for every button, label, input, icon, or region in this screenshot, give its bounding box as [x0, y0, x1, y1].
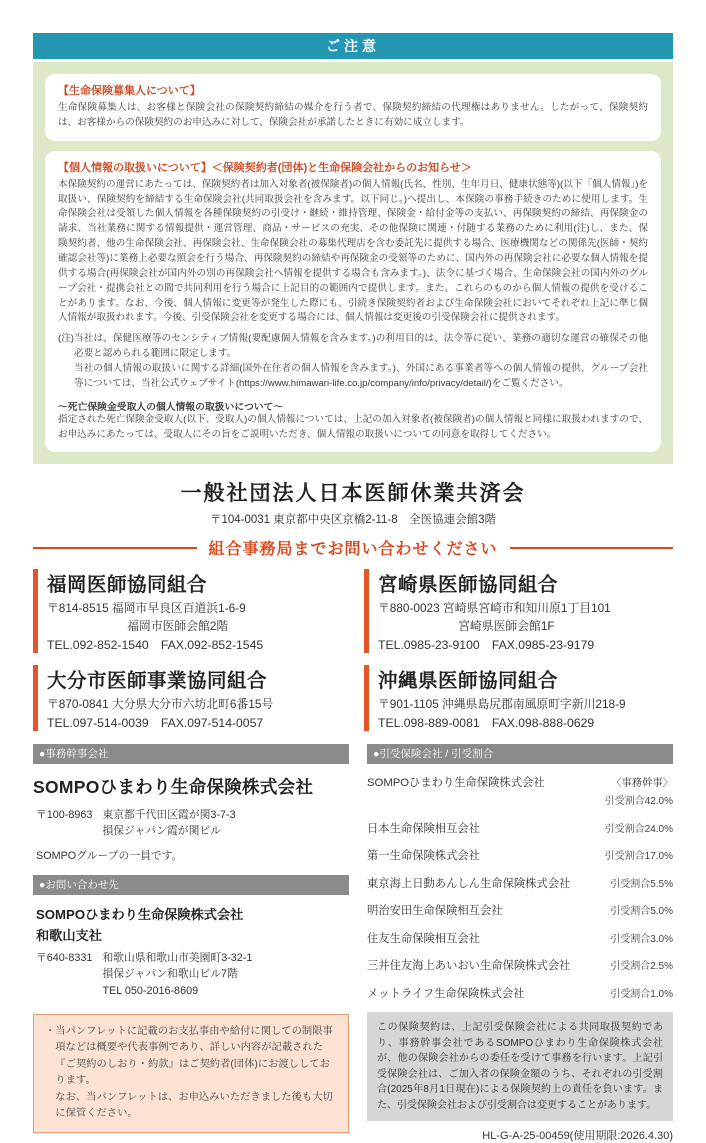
underwriter-name: 第一生命保険株式会社 — [367, 850, 480, 863]
underwriters-section-header: ●引受保険会社 / 引受割合 — [367, 744, 673, 764]
underwriter-name: 日本生命保険相互会社 — [367, 822, 480, 835]
underwriters-list — [367, 774, 673, 1001]
contact-company-name: SOMPOひまわり生命保険株式会社 — [36, 907, 244, 923]
underwriter-name: 東京海上日動あんしん生命保険株式会社 — [367, 877, 571, 890]
underwriter-row — [367, 957, 673, 973]
banner-rule-left — [33, 547, 197, 549]
contact-address — [33, 950, 349, 999]
underwriter-share: 引受割合1.0% — [610, 988, 673, 1000]
admin-column — [33, 744, 349, 1143]
underwriter-share: 引受割合24.0% — [604, 823, 673, 835]
underwriter-name: 三井住友海上あいおい生命保険株式会社 — [367, 960, 571, 973]
underwriter-detail — [605, 774, 673, 807]
underwriter-role: 〈事務幹事〉 — [611, 777, 673, 789]
admin-address-lines — [102, 807, 235, 839]
admin-address — [33, 807, 349, 839]
contact-banner-text: 組合事務局までお問い合わせください — [208, 541, 498, 559]
notice-header-bar — [33, 33, 673, 59]
underwriter-name: 住友生命保険相互会社 — [367, 932, 480, 945]
union-fukuoka — [33, 569, 342, 652]
union-tel-fax: TEL.098-889-0081 FAX.098-888-0629 — [378, 715, 595, 730]
underwriter-share: 引受割合2.5% — [610, 961, 673, 973]
pamphlet-note-box — [33, 1014, 349, 1133]
contact-banner — [33, 536, 673, 559]
contact-section-header: ●お問い合わせ先 — [33, 875, 349, 895]
union-tel-fax: TEL.0985-23-9100 FAX.0985-23-9179 — [378, 637, 595, 652]
union-address-1: 〒814-8515 福岡市早良区百道浜1-6-9 — [47, 601, 246, 616]
notice-container — [33, 62, 673, 464]
union-name: 宮崎県医師協同組合 — [378, 574, 559, 597]
union-name: 福岡医師協同組合 — [47, 574, 208, 597]
underwriter-name: 明治安田生命保険相互会社 — [367, 905, 503, 918]
underwriter-row — [367, 930, 673, 946]
recruiter-notice-box — [45, 74, 661, 141]
underwriter-share: 引受割合5.5% — [610, 878, 673, 890]
underwriter-share: 引受割合3.0% — [610, 933, 673, 945]
underwriter-row — [367, 875, 673, 891]
privacy-note-line-1: 当社は、保健医療等のセンシティブ情報(要配慮個人情報を含みます。)の利用目的は、法令等に従い、業務の適切な運営の確保その他必要と認められる範囲に限定します。 — [73, 333, 648, 360]
union-address-2: 福岡市医師会館2階 — [127, 618, 229, 633]
union-address-1: 〒870-0841 大分県大分市六坊北町6番15号 — [47, 696, 274, 711]
death-benefit-body: 指定された死亡保険金受取人(以下、受取人)の個人情報については、上記の加入対象者(被保険者)の個人情報と同様に取扱われますので、お申込みにあたっては、受取人にその旨をご説明いただき、個人情報の取扱いについての同意を取得してください。 — [58, 413, 648, 440]
admin-postal-code: 〒100-8963 — [36, 808, 93, 821]
privacy-notice-box — [45, 151, 661, 453]
union-name: 沖縄県医師協同組合 — [378, 669, 559, 692]
contact-address-line-1: 和歌山県和歌山市美園町3-32-1 — [102, 952, 253, 965]
privacy-note-line-2: 当社の個人情報の取扱いに関する詳細(国外在住者の個人情報を含みます。)、外国にある事業者等への個人情報の提供、グループ会社等については、当社公式ウェブサイト(https://www.himawari-life.co.jp/company/info/privacy/detail/)をご覧ください。 — [73, 363, 648, 389]
admin-address-line-1: 東京都千代田区霞が関3-7-3 — [102, 808, 236, 821]
association-name: 一般社団法人日本医師休業共済会 — [180, 482, 526, 506]
privacy-note — [58, 332, 648, 391]
union-oita — [33, 665, 342, 731]
union-contacts-grid — [33, 569, 673, 730]
underwriter-row — [367, 985, 673, 1001]
union-address-1: 〒901-1105 沖縄県島尻郡南風原町字新川218-9 — [378, 696, 626, 711]
association-block — [33, 477, 673, 527]
contact-address-lines — [102, 950, 252, 999]
underwriter-share: 引受割合17.0% — [604, 851, 673, 863]
union-address-2: 宮崎県医師会館1F — [458, 618, 555, 633]
union-address-1: 〒880-0023 宮崎県宮崎市和知川原1丁目101 — [378, 601, 611, 616]
joint-contract-note: この保険契約は、上記引受保険会社による共同取扱契約であり、事務幹事会社であるSOMPOひまわり生命保険株式会社が、他の保険会社からの委任を受けて事務を行います。上記引受保険会社は、ご加入者の保険金額のうち、それぞれの引受割合(2025年8月1日現在)による保険契約上の責任を負います。また、引受保険会社および引受割合は変更することがあります。 — [367, 1012, 673, 1121]
contact-postal-code: 〒640-8331 — [36, 952, 93, 965]
union-okinawa — [364, 665, 673, 731]
death-benefit-heading: ～死亡保険金受取人の個人情報の取扱いについて～ — [58, 401, 284, 413]
privacy-note-body — [74, 332, 648, 391]
underwriter-row — [367, 847, 673, 863]
admin-company-name: SOMPOひまわり生命保険株式会社 — [33, 776, 314, 797]
underwriter-row — [367, 902, 673, 918]
underwriter-name: SOMPOひまわり生命保険株式会社 — [367, 776, 545, 789]
union-miyazaki — [364, 569, 673, 652]
document-code: HL-G-A-25-00459(使用期限:2026.4.30) — [482, 1130, 673, 1143]
notice-title: ご注意 — [326, 38, 380, 54]
pamphlet-note-line-1: ・当パンフレットに記載のお支払事由や給付に関しての制限事項などは概要や代表事例であり、詳しい内容が記載された『ご契約のしおり・約款』はご契約者(団体)にお渡ししております。 — [45, 1025, 333, 1087]
recruiter-heading: 【生命保険募集人について】 — [58, 85, 201, 97]
recruiter-body: 生命保険募集人は、お客様と保険会社の保険契約締結の媒介を行う者で、保険契約締結の代理権はありません。したがって、保険契約は、お客様からの保険契約のお申込みに対して、保険会社が承諾したときに有効に成立します。 — [58, 102, 648, 128]
pamphlet-note-line-2: なお、当パンフレットは、お申込みいただきました後も大切に保管ください。 — [55, 1091, 333, 1120]
contact-address-line-2: 損保ジャパン和歌山ビル7階 — [102, 968, 238, 981]
association-address: 〒104-0031 東京都中央区京橋2-11-8 全医協連会館3階 — [209, 514, 497, 527]
privacy-heading: 【個人情報の取扱いについて】＜保険契約者(団体)と生命保険会社からのお知らせ＞ — [58, 161, 472, 174]
underwriter-row — [367, 820, 673, 836]
bottom-columns — [33, 744, 673, 1143]
union-name: 大分市医師事業協同組合 — [47, 669, 268, 692]
privacy-body: 本保険契約の運営にあたっては、保険契約者は加入対象者(被保険者)の個人情報(氏名、性別、生年月日、健康状態等)(以下「個人情報」)を取扱い、保険契約を締結する生命保険会社(共同取扱会社を含みます。以下同じ。)へ提出し、本保険の事務手続きのために使用します。生命保険会社は受領した個人情報を各種保険契約の引受け・継続・維持管理、保険金・給付金等の支払い、再保険契約の締結、再保険金の請求、当社業務に関する情報提供・運営管理、商品・サービスの充実、その他保険に関連・付随する業務のために利用(注)し、また、保険契約者、他の生命保険会社、再保険会社、生命保険会社の募集代理店を含む委託先に提供する場合、医療機関などの関係先(医師・契約確認会社等)に業務上必要な照会を行う場合、再保険契約の締結や再保険金の受領等のために、国内外の再保険会社に必要な個人情報を提供する場合(再保険会社が国内外の別の再保険会社へ情報を提供する場合も含みます。)、法令に基づく場合、生命保険会社の国内外のグループ会社・提携会社との間で共同利用を行う場合に上記目的の範囲内で提供します。また、これらのものから個人情報の提供を受けることがあります。なお、今後、個人情報に変更等が発生した際にも、引続き保険契約者および生命保険会社においてそれぞれ上記に準じ個人情報が取扱われます。今後、引受保険会社を変更する場合には、個人情報は変更後の引受保険会社に提供されます。 — [58, 178, 648, 324]
underwriter-share: 引受割合5.0% — [610, 906, 673, 918]
union-tel-fax: TEL.092-852-1540 FAX.092-852-1545 — [47, 637, 264, 652]
underwriter-row — [367, 774, 673, 807]
underwriter-name: メットライフ生命保険株式会社 — [367, 987, 525, 1000]
banner-rule-right — [510, 547, 674, 549]
contact-tel: TEL 050-2016-8609 — [102, 984, 199, 997]
admin-section-header: ●事務幹事会社 — [33, 744, 349, 764]
privacy-note-label: (注) — [58, 333, 74, 345]
admin-address-line-2: 損保ジャパン霞が関ビル — [102, 824, 221, 837]
contact-branch-name: 和歌山支社 — [36, 928, 102, 944]
sompo-group-note: SOMPOグループの一員です。 — [36, 850, 183, 863]
underwriters-column — [367, 744, 673, 1143]
underwriter-share: 引受割合42.0% — [604, 795, 673, 807]
union-tel-fax: TEL.097-514-0039 FAX.097-514-0057 — [47, 715, 264, 730]
